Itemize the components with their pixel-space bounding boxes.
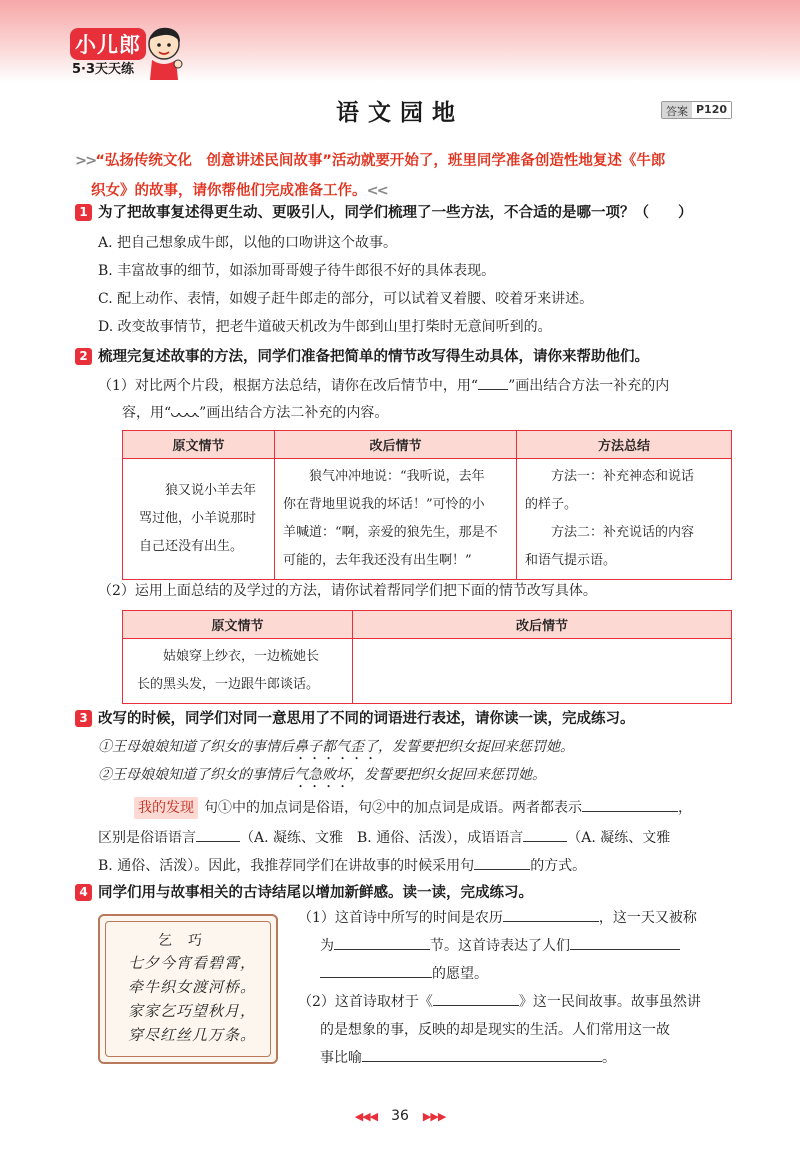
page-number: 36 xyxy=(391,1108,409,1124)
answer-blank[interactable] xyxy=(334,934,430,950)
finding-line-3 xyxy=(98,854,586,877)
cell-revised[interactable] xyxy=(275,459,517,580)
cell-original-line: 狼又说小羊去年 xyxy=(165,483,257,498)
answer-blank[interactable] xyxy=(570,934,680,950)
answer-blank[interactable] xyxy=(320,962,432,978)
option-c[interactable]: C. 配上动作、表情，如嫂子赶牛郎走的部分，可以试着叉着腰、咬着牙来讲述。 xyxy=(98,291,594,307)
q2-sub1-text-d: ”画出结合方法二补充的内容。 xyxy=(199,405,389,421)
brand-name: 小儿郎 xyxy=(70,28,146,60)
poem-q2-text-b: 》这一民间故事。故事虽然讲 xyxy=(518,994,701,1010)
cell-summary-line: 的样子。 xyxy=(525,497,578,512)
finding-text-3a: B. 通俗、活泼）。因此，我推荐同学们在讲故事的时候采用句 xyxy=(98,858,475,874)
answer-blank[interactable] xyxy=(503,906,599,922)
answer-blank[interactable] xyxy=(523,826,567,842)
intro-text xyxy=(75,146,735,206)
poem-q1-line3 xyxy=(320,962,488,986)
page-title: 语文园地 xyxy=(336,100,464,126)
answer-blank[interactable] xyxy=(433,990,519,1006)
finding-line-2 xyxy=(98,826,670,849)
answer-reference xyxy=(661,101,732,119)
q2-sub2: （2）运用上面总结的及学过的方法，请你试着帮同学们把下面的情节改写具体。 xyxy=(98,583,597,599)
sentence-2 xyxy=(98,764,546,791)
question-2-stem xyxy=(75,346,755,368)
cell-summary-line: 和语气提示语。 xyxy=(525,553,617,568)
option-a[interactable]: A. 把自己想象成牛郎，以他的口吻讲这个故事。 xyxy=(98,235,398,251)
q2-sub1-line2 xyxy=(122,402,388,424)
cell-original-line: 骂过他，小羊说那时 xyxy=(139,511,257,526)
poem-card xyxy=(98,914,278,1064)
finding-text-2a: 区别是俗语语言 xyxy=(98,830,196,846)
poem-q1-text-e: 的愿望。 xyxy=(432,966,488,982)
option-d[interactable]: D. 改变故事情节，把老牛道破天机改为牛郎到山里打柴时无意间听到的。 xyxy=(98,319,552,335)
chevron-right-icon: >> xyxy=(75,153,96,169)
arrow-left-icon: ◀◀◀ xyxy=(354,1110,378,1123)
q2-sub1-text-c: 容，用“ xyxy=(122,405,172,421)
cell-original xyxy=(123,639,353,704)
sentence-1-a: ①王母娘娘知道了织女的事情后 xyxy=(98,739,294,755)
series-name: 5·3天天练 xyxy=(72,62,135,77)
answer-blank[interactable] xyxy=(474,854,530,870)
rewrite-answer-cell[interactable] xyxy=(353,639,732,704)
sentence-2-a: ②王母娘娘知道了织女的事情后 xyxy=(98,767,294,783)
chevron-left-icon: << xyxy=(366,183,387,199)
finding-text-3b: 的方式。 xyxy=(530,858,587,874)
dotted-phrase-1: 鼻子都气歪了 xyxy=(294,739,378,755)
question-number: 2 xyxy=(75,348,92,365)
cell-summary xyxy=(517,459,732,580)
poem-q1-text-d: 节。这首诗表达了人们 xyxy=(430,938,570,954)
cell-summary-line: 方法一：补充神态和说话 xyxy=(551,469,695,484)
col-header-summary: 方法总结 xyxy=(517,431,732,459)
poem-q2-text-d: 事比喻 xyxy=(320,1050,362,1066)
poem-line: 七夕今宵看碧霄， xyxy=(128,954,257,972)
question-3-text: 改写的时候，同学们对同一意思用了不同的词语进行表述，请你读一读，完成练习。 xyxy=(98,711,635,727)
col-header-revised: 改后情节 xyxy=(353,611,732,639)
col-header-revised: 改后情节 xyxy=(275,431,517,459)
sentence-1-b: ，发誓要把织女捉回来惩罚她。 xyxy=(378,739,574,755)
my-finding-tag: 我的发现 xyxy=(134,797,198,819)
poem-q2-text-a: （2）这首诗取材于《 xyxy=(298,994,433,1010)
poem-q1-line2 xyxy=(320,934,680,958)
poem-line: 穿尽红丝几万条。 xyxy=(128,1026,257,1044)
col-header-original: 原文情节 xyxy=(123,611,353,639)
answer-label: 答案 xyxy=(662,102,692,118)
poem-q2-line1 xyxy=(298,990,701,1014)
finding-line-1 xyxy=(134,796,692,819)
question-1-text: 为了把故事复述得更生动、更吸引人，同学们梳理了一些方法，不合适的是哪一项？（ ） xyxy=(98,205,693,221)
q2-sub1-line1 xyxy=(98,374,669,397)
poem-q2-line3 xyxy=(320,1046,616,1070)
dotted-phrase-2: 气急败坏 xyxy=(294,767,350,783)
answer-blank[interactable] xyxy=(582,796,678,812)
poem-q1-text-b: ，这一天又被称 xyxy=(598,910,697,926)
finding-text-1: 句①中的加点词是俗语，句②中的加点词是成语。两者都表示 xyxy=(204,800,582,816)
question-4-text: 同学们用与故事相关的古诗结尾以增加新鲜感。读一读，完成练习。 xyxy=(98,885,533,901)
cell-original-line: 长的黑头发，一边跟牛郎谈话。 xyxy=(137,677,320,692)
cell-revised-line: 你在背地里说我的坏话！”可怜的小 xyxy=(283,497,485,512)
cell-revised-line: 狼气冲冲地说：“我听说，去年 xyxy=(309,469,485,484)
poem-q2-line2: 的是想象的事，反映的却是现实的生活。人们常用这一故 xyxy=(320,1022,670,1038)
wavy-underline-sample xyxy=(171,403,199,417)
question-1-stem xyxy=(75,202,755,224)
answer-page: P120 xyxy=(692,102,731,118)
cell-original xyxy=(123,459,275,580)
solid-underline-sample xyxy=(478,374,508,390)
cell-original-line: 自己还没有出生。 xyxy=(139,539,244,554)
page-footer xyxy=(0,1108,800,1124)
finding-text-2c: （A. 凝练、文雅 xyxy=(567,830,671,846)
cell-summary-line: 方法二：补充说话的内容 xyxy=(551,525,695,540)
q2-sub1-text-b: ”画出结合方法一补充的内 xyxy=(508,378,670,394)
question-number: 3 xyxy=(75,710,92,727)
question-2-text: 梳理完复述故事的方法，同学们准备把简单的情节改写得生动具体，请你来帮助他们。 xyxy=(98,349,649,365)
sentence-2-b: ，发誓要把织女捉回来惩罚她。 xyxy=(350,767,546,783)
cell-revised-line: 羊喊道：“啊，亲爱的狼先生，那是不 xyxy=(283,525,498,540)
sentence-1 xyxy=(98,736,574,763)
q2-sub1-text-a: （1）对比两个片段，根据方法总结，请你在改后情节中，用“ xyxy=(98,378,479,394)
question-3-stem xyxy=(75,708,755,730)
poem-q1-text-c: 为 xyxy=(320,938,334,954)
intro-line-1: “弘扬传统文化 创意讲述民间故事”活动就要开始了，班里同学准备创造性地复述《牛郎 xyxy=(95,153,666,169)
poem-q1-line1 xyxy=(298,906,697,930)
comparison-table xyxy=(122,430,732,580)
question-number: 1 xyxy=(75,204,92,221)
poem-q2-text-e: 。 xyxy=(602,1050,616,1066)
poem-line: 牵牛织女渡河桥。 xyxy=(128,978,257,996)
rewrite-table xyxy=(122,610,732,704)
question-4-stem xyxy=(75,882,755,904)
option-b[interactable]: B. 丰富故事的细节，如添加哥哥嫂子待牛郎很不好的具体表现。 xyxy=(98,263,496,279)
answer-blank[interactable] xyxy=(196,826,240,842)
intro-line-2: 织女》的故事，请你帮他们完成准备工作。 xyxy=(91,183,367,199)
answer-blank[interactable] xyxy=(362,1046,602,1062)
mascot-boy-icon xyxy=(140,24,188,80)
finding-text-1-end: ， xyxy=(678,800,692,816)
arrow-right-icon: ▶▶▶ xyxy=(422,1110,446,1123)
poem-q1-text-a: （1）这首诗中所写的时间是农历 xyxy=(298,910,503,926)
cell-original-line: 姑娘穿上纱衣，一边梳她长 xyxy=(163,649,320,664)
cell-revised-line: 可能的，去年我还没有出生啊！” xyxy=(283,553,472,568)
poem-title: 乞巧 xyxy=(158,933,218,949)
finding-text-2b: （A. 凝练、文雅 B. 通俗、活泼），成语语言 xyxy=(240,830,524,846)
col-header-original: 原文情节 xyxy=(123,431,275,459)
poem-line: 家家乞巧望秋月， xyxy=(128,1002,257,1020)
question-number: 4 xyxy=(75,884,92,901)
